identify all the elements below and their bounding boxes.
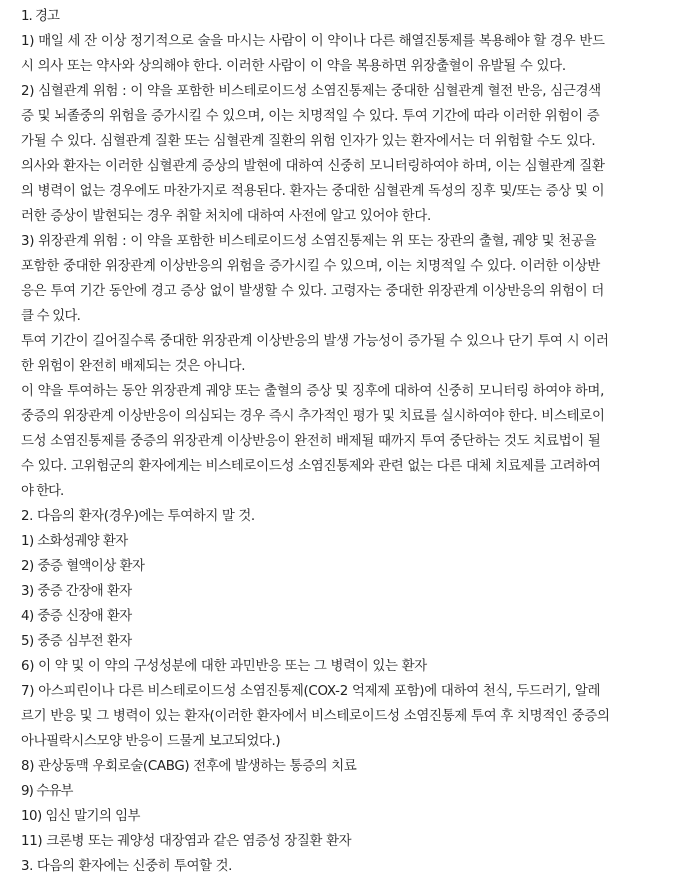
text-line: 이 약을 투여하는 동안 위장관계 궤양 또는 출혈의 증상 및 징후에 대하여 신중히 모니터링 하여야 하며,	[21, 384, 605, 399]
text-line: 2. 다음의 환자(경우)에는 투여하지 말 것.	[21, 509, 255, 524]
text-line: 7) 아스피린이나 다른 비스테로이드성 소염진통제(COX-2 억제제 포함)에 대하여 천식, 두드러기, 알레	[21, 684, 601, 699]
text-line: 2) 심혈관계 위험 : 이 약을 포함한 비스테로이드성 소염진통제는 중대한 심혈관계 혈전 반응, 심근경색	[21, 84, 601, 99]
text-line: 한 위험이 완전히 배제되는 것은 아니다.	[21, 359, 246, 374]
text-line: 3. 다음의 환자에는 신중히 투여할 것.	[21, 859, 233, 874]
text-line: 1) 소화성궤양 환자	[21, 534, 128, 549]
text-line: 3) 중증 간장애 환자	[21, 584, 132, 599]
text-line: 3) 위장관계 위험 : 이 약을 포함한 비스테로이드성 소염진통제는 위 또는 장관의 출혈, 궤양 및 천공을	[21, 234, 597, 249]
text-line: 드성 소염진통제를 중증의 위장관계 이상반응이 완전히 배제될 때까지 투여 중단하는 것도 치료법이 될	[21, 434, 601, 449]
text-line: 6) 이 약 및 이 약의 구성성분에 대한 과민반응 또는 그 병력이 있는 환자	[21, 659, 427, 674]
text-line: 르기 반응 및 그 병력이 있는 환자(이러한 환자에서 비스테로이드성 소염진통제 투여 후 치명적인 중증의	[21, 709, 610, 724]
text-line: 의 병력이 없는 경우에도 마찬가지로 적용된다. 환자는 중대한 심혈관계 독성의 징후 및/또는 증상 및 이	[21, 184, 605, 199]
text-line: 11) 크론병 또는 궤양성 대장염과 같은 염증성 장질환 환자	[21, 834, 352, 849]
text-line: 수 있다. 고위험군의 환자에게는 비스테로이드성 소염진통제와 관련 없는 다른 대체 치료제를 고려하여	[21, 459, 601, 474]
text-line: 클 수 있다.	[21, 309, 81, 324]
text-line: 포함한 중대한 위장관계 이상반응의 위험을 증가시킬 수 있으며, 이는 치명적일 수 있다. 이러한 이상반	[21, 259, 600, 274]
text-line: 10) 임신 말기의 임부	[21, 809, 140, 824]
text-line: 5) 중증 심부전 환자	[21, 634, 132, 649]
text-line: 투여 기간이 길어질수록 중대한 위장관계 이상반응의 발생 가능성이 증가될 수 있으나 단기 투여 시 이러	[21, 334, 609, 349]
text-line: 증 및 뇌졸중의 위험을 증가시킬 수 있으며, 이는 치명적일 수 있다. 투여 기간에 따라 이러한 위험이 증	[21, 109, 600, 124]
text-line: 8) 관상동맥 우회로술(CABG) 전후에 발생하는 통증의 치료	[21, 759, 357, 774]
text-line: 1. 경고	[21, 9, 59, 24]
text-line: 의사와 환자는 이러한 심혈관계 증상의 발현에 대하여 신중히 모니터링하여야 하며, 이는 심혈관계 질환	[21, 159, 605, 174]
text-line: 1) 매일 세 잔 이상 정기적으로 술을 마시는 사람이 이 약이나 다른 해열진통제를 복용해야 할 경우 반드	[21, 34, 605, 49]
text-line: 9) 수유부	[21, 784, 73, 799]
text-line: 중증의 위장관계 이상반응이 의심되는 경우 즉시 추가적인 평가 및 치료를 실시하여야 한다. 비스테로이	[21, 409, 605, 424]
document-text	[0, 4, 691, 879]
text-line: 야 한다.	[21, 484, 64, 499]
text-line: 시 의사 또는 약사와 상의해야 한다. 이러한 사람이 이 약을 복용하면 위장출혈이 유발될 수 있다.	[21, 59, 566, 74]
text-line: 가될 수 있다. 심혈관계 질환 또는 심혈관계 질환의 위험 인자가 있는 환자에서는 더 위험할 수도 있다.	[21, 134, 596, 149]
text-line: 아나필락시스모양 반응이 드물게 보고되었다.)	[21, 734, 281, 749]
text-line: 2) 중증 혈액이상 환자	[21, 559, 145, 574]
text-line: 러한 증상이 발현되는 경우 취할 처치에 대하여 사전에 알고 있어야 한다.	[21, 209, 431, 224]
text-line: 응은 투여 기간 동안에 경고 증상 없이 발생할 수 있다. 고령자는 중대한 위장관계 이상반응의 위험이 더	[21, 284, 605, 299]
text-line: 4) 중증 신장애 환자	[21, 609, 132, 624]
